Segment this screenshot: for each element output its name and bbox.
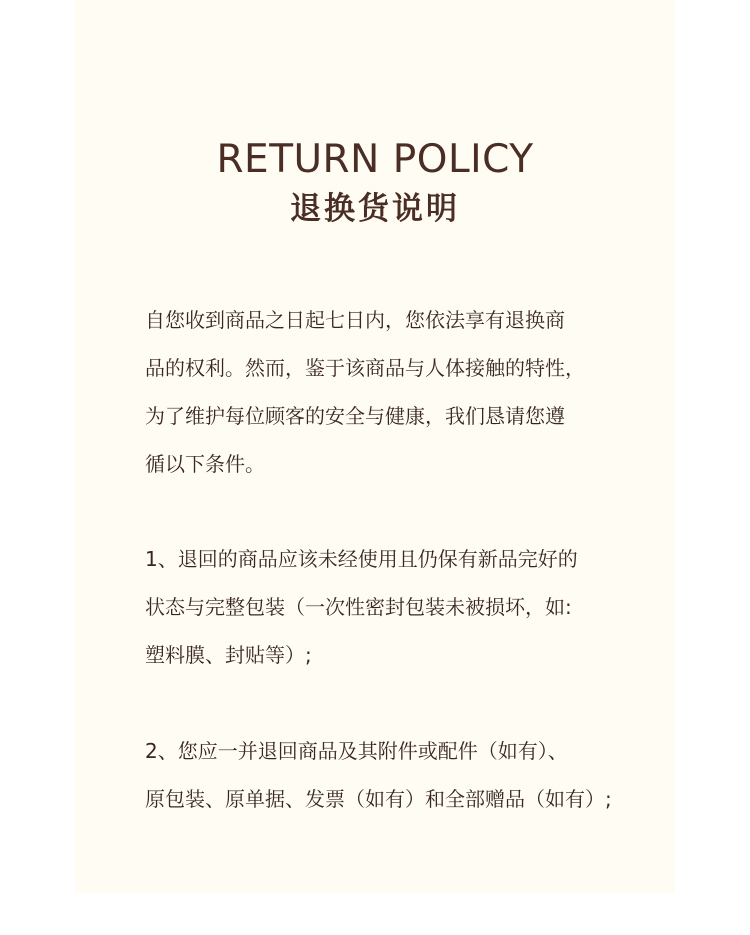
policy-card [75,0,675,893]
condition-line: 状态与完整包装（一次性密封包装未被损坏，如: [145,595,572,619]
condition-line: 1、退回的商品应该未经使用且仍保有新品完好的 [145,547,578,571]
intro-paragraph [145,296,615,488]
condition-item-1 [145,535,615,679]
title-chinese: 退换货说明 [290,191,460,227]
condition-item-2 [145,727,615,823]
condition-line: 2、您应一并退回商品及其附件或配件（如有）、 [145,739,568,763]
intro-line: 为了维护每位顾客的安全与健康，我们恳请您遵 [145,404,565,428]
intro-line: 自您收到商品之日起七日内，您依法享有退换商 [145,308,565,332]
intro-line: 品的权利。然而，鉴于该商品与人体接触的特性， [145,356,585,380]
condition-line: 塑料膜、封贴等）; [145,643,312,667]
title-english: RETURN POLICY [216,137,534,182]
intro-line: 循以下条件。 [145,452,265,476]
condition-line: 原包装、原单据、发票（如有）和全部赠品（如有）; [145,787,612,811]
